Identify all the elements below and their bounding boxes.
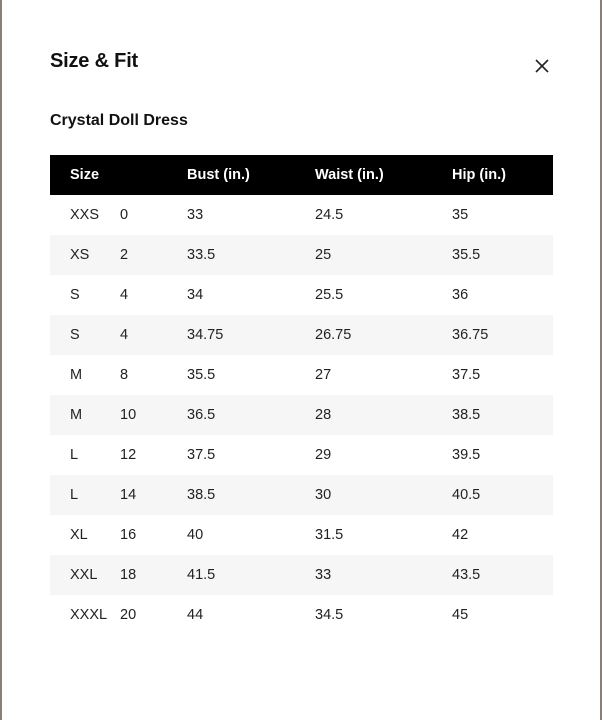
cell-hip: 40.5	[452, 487, 481, 503]
close-icon	[535, 59, 549, 73]
cell-bust: 33.5	[187, 247, 216, 263]
cell-size-number: 18	[120, 567, 137, 583]
table-header-row	[50, 155, 553, 195]
cell-waist: 34.5	[315, 607, 344, 623]
cell-size: S	[70, 327, 80, 343]
cell-size: XXXL	[70, 607, 108, 623]
cell-size-number: 20	[120, 607, 137, 623]
cell-waist: 24.5	[315, 207, 344, 223]
cell-size: XXL	[70, 567, 98, 583]
cell-size-number: 0	[120, 207, 129, 223]
cell-bust: 33	[187, 207, 204, 223]
table-row	[50, 235, 553, 275]
cell-hip: 36.75	[452, 327, 489, 343]
cell-size-number: 10	[120, 407, 137, 423]
table-row	[50, 475, 553, 515]
cell-size-number: 4	[120, 287, 129, 303]
cell-waist: 31.5	[315, 527, 344, 543]
product-name: Crystal Doll Dress	[50, 112, 188, 129]
cell-bust: 35.5	[187, 367, 216, 383]
cell-size-number: 2	[120, 247, 129, 263]
table-row	[50, 395, 553, 435]
header-waist: Waist (in.)	[315, 167, 384, 183]
table-row	[50, 555, 553, 595]
cell-hip: 45	[452, 607, 469, 623]
cell-waist: 30	[315, 487, 332, 503]
cell-size-number: 8	[120, 367, 129, 383]
header-size: Size	[70, 167, 100, 183]
cell-size: L	[70, 447, 79, 463]
cell-bust: 36.5	[187, 407, 216, 423]
table-row	[50, 435, 553, 475]
cell-size: XXS	[70, 207, 100, 223]
modal-title: Size & Fit	[50, 50, 139, 72]
header-bust: Bust (in.)	[187, 167, 250, 183]
cell-waist: 26.75	[315, 327, 352, 343]
cell-hip: 39.5	[452, 447, 481, 463]
close-button[interactable]	[530, 54, 554, 78]
cell-bust: 34.75	[187, 327, 224, 343]
size-fit-modal	[2, 0, 600, 720]
table-row	[50, 195, 553, 235]
cell-size: M	[70, 407, 83, 423]
cell-size-number: 16	[120, 527, 137, 543]
cell-size: L	[70, 487, 79, 503]
cell-size-number: 14	[120, 487, 137, 503]
cell-bust: 37.5	[187, 447, 216, 463]
cell-waist: 33	[315, 567, 332, 583]
table-row	[50, 315, 553, 355]
cell-size: XL	[70, 527, 88, 543]
cell-bust: 40	[187, 527, 204, 543]
cell-bust: 44	[187, 607, 204, 623]
cell-hip: 43.5	[452, 567, 481, 583]
cell-hip: 35	[452, 207, 469, 223]
cell-waist: 27	[315, 367, 332, 383]
cell-size-number: 12	[120, 447, 137, 463]
cell-waist: 25.5	[315, 287, 344, 303]
cell-hip: 35.5	[452, 247, 481, 263]
header-hip: Hip (in.)	[452, 167, 506, 183]
size-chart-table	[50, 155, 553, 635]
cell-bust: 38.5	[187, 487, 216, 503]
table-row	[50, 355, 553, 395]
table-row	[50, 275, 553, 315]
cell-waist: 25	[315, 247, 332, 263]
cell-size: S	[70, 287, 80, 303]
cell-hip: 36	[452, 287, 469, 303]
table-row	[50, 515, 553, 555]
table-row	[50, 595, 553, 635]
cell-waist: 28	[315, 407, 332, 423]
cell-hip: 38.5	[452, 407, 481, 423]
cell-size-number: 4	[120, 327, 129, 343]
cell-hip: 37.5	[452, 367, 481, 383]
cell-size: M	[70, 367, 83, 383]
cell-bust: 34	[187, 287, 204, 303]
cell-size: XS	[70, 247, 90, 263]
cell-bust: 41.5	[187, 567, 216, 583]
cell-hip: 42	[452, 527, 469, 543]
cell-waist: 29	[315, 447, 332, 463]
